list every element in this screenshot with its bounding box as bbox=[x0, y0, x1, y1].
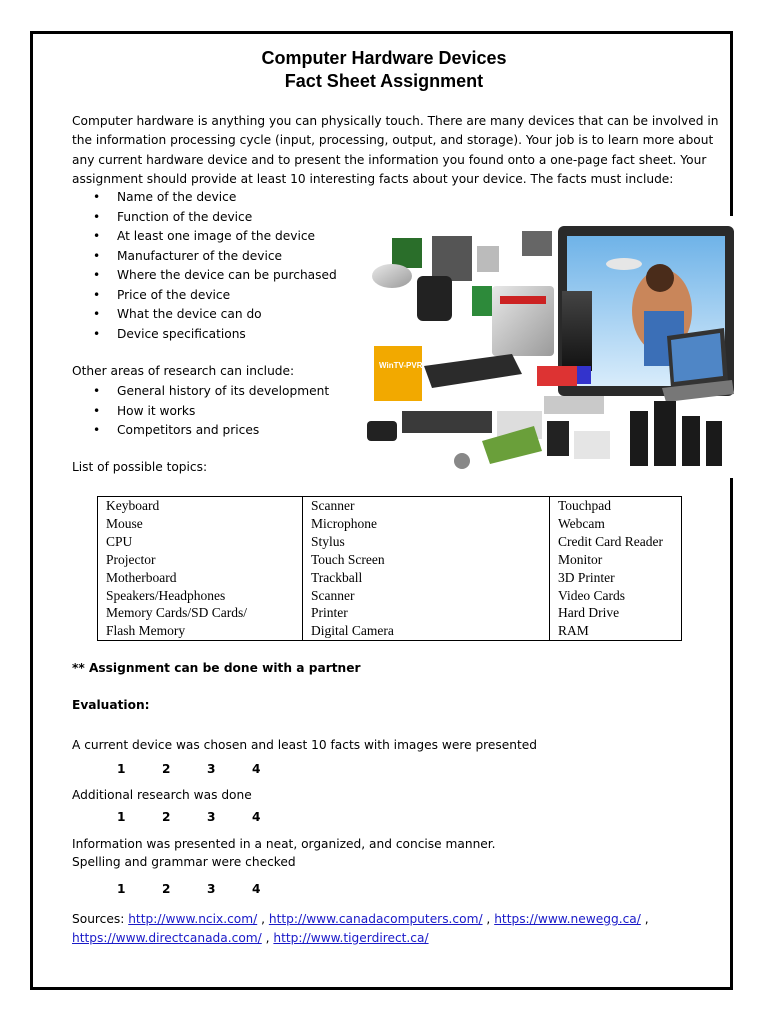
list-item: • At least one image of the device bbox=[72, 227, 337, 247]
other-research-list bbox=[72, 382, 329, 441]
list-item: • Where the device can be purchased bbox=[72, 266, 337, 286]
rating-option: 2 bbox=[162, 810, 171, 824]
table-cell: Scanner bbox=[311, 587, 355, 603]
criterion-1: A current device was chosen and least 10 facts with images were presented bbox=[72, 738, 538, 752]
rating-option: 1 bbox=[117, 810, 126, 824]
rating-option: 3 bbox=[207, 882, 216, 896]
partner-note: ** Assignment can be done with a partner bbox=[72, 661, 361, 675]
separator: , bbox=[640, 912, 649, 926]
table-cell: Touchpad bbox=[558, 498, 612, 513]
table-cell: Video Cards bbox=[558, 587, 626, 603]
rating-option: 4 bbox=[252, 810, 261, 824]
separator: , bbox=[261, 931, 274, 945]
table-cell: 3D Printer bbox=[558, 569, 615, 585]
topics-label: List of possible topics: bbox=[72, 460, 208, 474]
source-link-newegg[interactable]: https://www.newegg.ca/ bbox=[494, 912, 641, 926]
source-link-directcanada[interactable]: https://www.directcanada.com/ bbox=[72, 931, 262, 945]
table-cell: Stylus bbox=[311, 533, 345, 549]
table-cell: Touch Screen bbox=[311, 551, 385, 567]
source-link-tigerdirect[interactable]: http://www.tigerdirect.ca/ bbox=[273, 931, 429, 945]
page-subtitle: Fact Sheet Assignment bbox=[284, 71, 484, 91]
source-link-canadacomputers[interactable]: http://www.canadacomputers.com/ bbox=[268, 912, 483, 926]
separator: , bbox=[257, 912, 269, 926]
topics-col2-cell bbox=[303, 497, 550, 641]
topics-table bbox=[97, 496, 682, 641]
source-link-ncix[interactable]: http://www.ncix.com/ bbox=[128, 912, 258, 926]
rating-option: 4 bbox=[252, 882, 261, 896]
topics-col3-cell bbox=[550, 497, 682, 641]
rating-option: 1 bbox=[117, 762, 126, 776]
intro-paragraph: Computer hardware is anything you can physically touch. There are many devices that can be involved in the information processing cycle (input, processing, output, and storage). Your job is to learn more about any current hardware device and to present the information you found onto a one-page fact sheet. Your assignment should provide at least 10 interesting facts about your device. The facts must include: bbox=[72, 114, 719, 187]
criterion-3-line2: Spelling and grammar were checked bbox=[72, 855, 296, 869]
evaluation-label: Evaluation: bbox=[72, 698, 150, 712]
table-row bbox=[98, 497, 682, 641]
list-item: • How it works bbox=[72, 402, 329, 422]
list-item: • Competitors and prices bbox=[72, 421, 329, 441]
list-item: • Device specifications bbox=[72, 325, 337, 345]
rating-option: 2 bbox=[162, 762, 171, 776]
rating-option: 1 bbox=[117, 882, 126, 896]
cpu-tower-icon bbox=[562, 291, 592, 371]
sources bbox=[72, 910, 712, 948]
table-cell: Monitor bbox=[558, 551, 603, 567]
sources-label: Sources: bbox=[72, 912, 125, 926]
table-cell: Credit Card Reader bbox=[558, 533, 663, 549]
table-cell: Hard Drive bbox=[558, 605, 620, 621]
table-cell: RAM bbox=[558, 623, 589, 639]
rating-option: 3 bbox=[207, 762, 216, 776]
table-cell: Projector bbox=[106, 551, 156, 567]
criterion-3 bbox=[72, 835, 496, 871]
table-cell: Digital Camera bbox=[311, 623, 394, 639]
table-cell: Speakers/Headphones bbox=[106, 587, 226, 603]
list-item: • Function of the device bbox=[72, 208, 337, 228]
rating-option: 2 bbox=[162, 882, 171, 896]
separator: , bbox=[482, 912, 495, 926]
list-item: • What the device can do bbox=[72, 305, 337, 325]
rating-scale bbox=[117, 810, 297, 824]
page-title: Computer Hardware Devices bbox=[261, 48, 507, 68]
rating-scale bbox=[117, 882, 297, 896]
table-cell: Webcam bbox=[558, 515, 605, 531]
table-cell: Motherboard bbox=[106, 569, 177, 585]
list-item: • General history of its development bbox=[72, 382, 329, 402]
rating-option: 4 bbox=[252, 762, 261, 776]
topics-col1-cell bbox=[98, 497, 303, 641]
table-cell: Printer bbox=[311, 605, 348, 621]
criterion-2: Additional research was done bbox=[72, 788, 252, 802]
list-item: • Name of the device bbox=[72, 188, 337, 208]
table-cell: Trackball bbox=[311, 569, 363, 585]
rating-scale bbox=[117, 762, 297, 776]
required-facts-list bbox=[72, 188, 337, 344]
table-cell: Microphone bbox=[311, 515, 377, 531]
svg-text:WinTV-PVR: WinTV-PVR bbox=[379, 361, 423, 370]
speaker-icon bbox=[630, 411, 648, 466]
table-cell: Scanner bbox=[311, 498, 355, 513]
list-item: • Manufacturer of the device bbox=[72, 247, 337, 267]
rating-option: 3 bbox=[207, 810, 216, 824]
table-cell: Flash Memory bbox=[106, 623, 186, 639]
table-cell: Memory Cards/SD Cards/ bbox=[106, 605, 247, 621]
table-cell: Keyboard bbox=[106, 498, 160, 513]
list-item: • Price of the device bbox=[72, 286, 337, 306]
criterion-3-line1: Information was presented in a neat, organized, and concise manner. bbox=[72, 837, 496, 851]
computer-hardware-collage-image bbox=[362, 216, 736, 478]
projector-icon bbox=[372, 264, 412, 288]
other-research-label: Other areas of research can include: bbox=[72, 364, 295, 378]
table-cell: CPU bbox=[106, 533, 133, 549]
table-cell: Mouse bbox=[106, 515, 143, 531]
